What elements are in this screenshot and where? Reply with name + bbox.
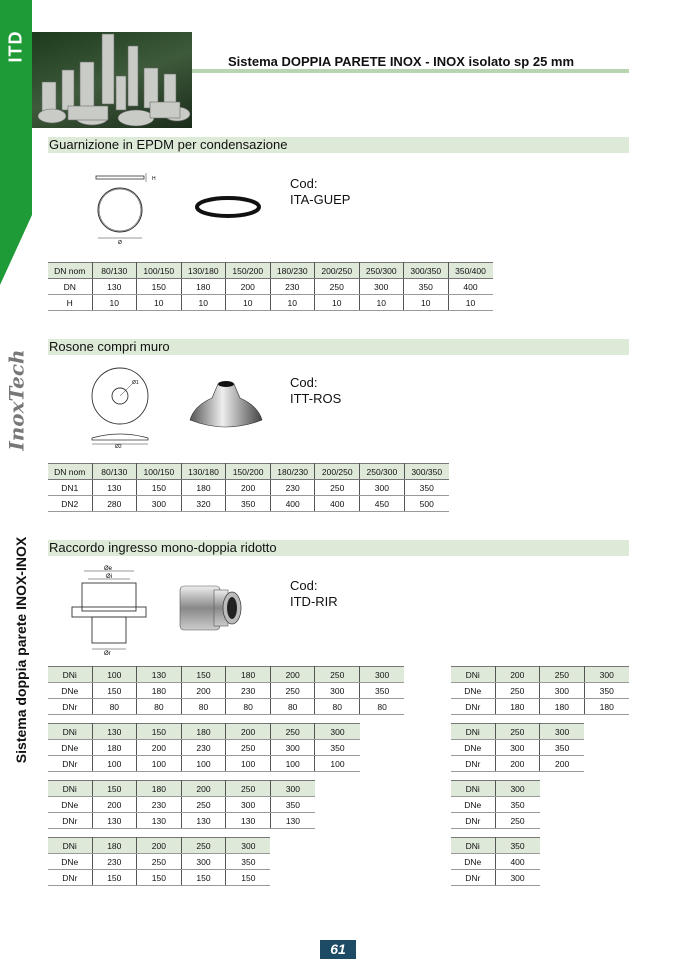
- header-title: Sistema DOPPIA PARETE INOX - INOX isolato sp 25 mm: [228, 54, 575, 69]
- guep-table: [48, 262, 493, 311]
- table-cell: 200/250: [315, 263, 360, 279]
- table-cell: 450: [360, 496, 405, 512]
- page-number: 61: [320, 940, 356, 959]
- table-cell: 230: [181, 740, 226, 756]
- raccordo-photo: [176, 580, 246, 636]
- ros-table: [48, 463, 449, 512]
- table-cell: 10: [92, 295, 137, 311]
- dim-2-label: Ø2: [115, 444, 122, 450]
- table-cell: 10: [270, 295, 315, 311]
- table-cell: 130: [270, 813, 315, 829]
- table-cell: DNe: [451, 683, 495, 699]
- table-cell: 320: [181, 496, 226, 512]
- table-cell: 180: [137, 781, 182, 797]
- table-cell: 250: [226, 781, 271, 797]
- table-row: [48, 740, 360, 756]
- table-row: [451, 724, 584, 740]
- table-cell: 350: [495, 797, 540, 813]
- table-cell: 10: [448, 295, 493, 311]
- table-row: [451, 756, 584, 772]
- table-cell: 10: [137, 295, 182, 311]
- table-cell: 180: [540, 699, 585, 715]
- table-cell: DNi: [451, 838, 495, 854]
- table-cell: 400: [270, 496, 315, 512]
- table-row: [48, 683, 404, 699]
- table-cell: 350: [226, 854, 271, 870]
- rir-table-3: [48, 780, 315, 829]
- table-row: [48, 724, 360, 740]
- table-cell: 10: [359, 295, 404, 311]
- table-cell: DNr: [451, 699, 495, 715]
- table-cell: 150: [137, 724, 182, 740]
- table-cell: 180: [181, 279, 226, 295]
- table-cell: 200: [137, 740, 182, 756]
- rir-table-4: [48, 837, 270, 886]
- table-row: [48, 496, 449, 512]
- table-cell: 200: [226, 480, 271, 496]
- table-cell: 100: [270, 756, 315, 772]
- table-cell: DNr: [48, 813, 92, 829]
- table-cell: DNe: [451, 797, 495, 813]
- table-cell: 230: [92, 854, 137, 870]
- table-cell: DNe: [48, 740, 92, 756]
- table-cell: DN2: [48, 496, 92, 512]
- table-cell: 250: [181, 838, 226, 854]
- table-cell: 200: [495, 756, 540, 772]
- table-cell: 200: [137, 838, 182, 854]
- table-cell: 300: [360, 480, 405, 496]
- table-cell: 300: [495, 740, 540, 756]
- table-cell: DNe: [48, 797, 92, 813]
- table-cell: 350/400: [448, 263, 493, 279]
- gasket-drawing: [88, 168, 168, 246]
- table-cell: DNi: [48, 667, 92, 683]
- table-cell: 350: [360, 683, 405, 699]
- table-row: [48, 464, 449, 480]
- table-cell: 300: [315, 724, 360, 740]
- table-cell: 250: [226, 740, 271, 756]
- table-cell: 300: [540, 724, 585, 740]
- dim-i-label: Øi: [106, 574, 112, 580]
- table-cell: 350: [270, 797, 315, 813]
- table-cell: 300: [495, 870, 540, 886]
- table-row: [48, 870, 270, 886]
- table-row: [451, 781, 540, 797]
- table-cell: 100/150: [137, 263, 182, 279]
- rir-table-6: [451, 723, 584, 772]
- table-cell: 300: [181, 854, 226, 870]
- table-cell: 230: [137, 797, 182, 813]
- code-block-ros: Cod: ITT-ROS: [290, 375, 342, 406]
- table-cell: DNe: [48, 683, 92, 699]
- table-cell: 150: [92, 870, 137, 886]
- table-cell: 80: [360, 699, 405, 715]
- table-cell: 180: [181, 480, 226, 496]
- table-cell: 130/180: [181, 263, 226, 279]
- table-row: [451, 854, 540, 870]
- table-cell: 250: [495, 724, 540, 740]
- code-block-guep: Cod: ITA-GUEP: [290, 176, 351, 207]
- table-row: [48, 781, 315, 797]
- table-cell: 150: [137, 870, 182, 886]
- table-row: [451, 683, 629, 699]
- raccordo-drawing: [64, 565, 154, 657]
- section-title-rosone: Rosone compri muro: [48, 339, 629, 355]
- table-row: [451, 838, 540, 854]
- table-cell: 180: [137, 683, 182, 699]
- table-cell: 200: [181, 781, 226, 797]
- table-cell: 150: [181, 667, 226, 683]
- table-cell: 200: [226, 279, 271, 295]
- table-cell: 180: [92, 838, 137, 854]
- table-cell: DNe: [451, 740, 495, 756]
- table-cell: 180: [226, 667, 271, 683]
- table-cell: 230: [270, 480, 315, 496]
- table-cell: 100: [137, 756, 182, 772]
- table-cell: 250: [495, 683, 540, 699]
- table-cell: 180: [92, 740, 137, 756]
- dim-e-label: Øe: [104, 566, 113, 572]
- table-cell: 350: [315, 740, 360, 756]
- rir-table-1: [48, 666, 404, 715]
- table-cell: 300: [137, 496, 182, 512]
- table-row: [451, 870, 540, 886]
- table-cell: 250/300: [360, 464, 405, 480]
- table-cell: 300: [315, 683, 360, 699]
- table-cell: 200: [495, 667, 540, 683]
- table-cell: 400: [495, 854, 540, 870]
- dim-diam-label: Ø: [118, 240, 122, 246]
- table-cell: 80: [270, 699, 315, 715]
- table-row: [48, 699, 404, 715]
- rir-table-5: [451, 666, 629, 715]
- inoxtech-logo: InoxTech: [5, 349, 30, 451]
- table-cell: 250: [540, 667, 585, 683]
- table-cell: DN1: [48, 480, 92, 496]
- table-cell: 100: [315, 756, 360, 772]
- table-cell: 200: [181, 683, 226, 699]
- table-cell: 250: [495, 813, 540, 829]
- table-cell: 300: [360, 667, 405, 683]
- table-cell: 10: [404, 295, 449, 311]
- table-row: [451, 699, 629, 715]
- table-cell: 150: [137, 279, 182, 295]
- table-cell: 300: [270, 740, 315, 756]
- product-code: ITT-ROS: [290, 391, 342, 406]
- table-cell: 400: [315, 496, 360, 512]
- table-cell: H: [48, 295, 92, 311]
- table-cell: DNi: [451, 724, 495, 740]
- table-cell: 150/200: [226, 464, 271, 480]
- table-cell: 130/180: [181, 464, 226, 480]
- table-cell: DNr: [451, 813, 495, 829]
- rir-table-7: [451, 780, 540, 829]
- table-cell: DNr: [451, 756, 495, 772]
- table-row: [48, 813, 315, 829]
- table-row: [451, 667, 629, 683]
- table-cell: 300: [584, 667, 629, 683]
- table-cell: 300: [359, 279, 404, 295]
- table-row: [48, 797, 315, 813]
- table-cell: 10: [181, 295, 226, 311]
- table-cell: 150: [92, 683, 137, 699]
- table-cell: 80: [226, 699, 271, 715]
- table-cell: 100: [92, 667, 137, 683]
- table-cell: 80/130: [92, 464, 137, 480]
- table-cell: DNi: [48, 724, 92, 740]
- table-cell: 180: [584, 699, 629, 715]
- table-cell: DNr: [48, 756, 92, 772]
- table-cell: 130: [181, 813, 226, 829]
- table-row: [451, 813, 540, 829]
- table-cell: 350: [540, 740, 585, 756]
- table-cell: 150: [181, 870, 226, 886]
- table-cell: 150: [137, 480, 182, 496]
- table-cell: 80: [315, 699, 360, 715]
- rir-table-8: [451, 837, 540, 886]
- side-title: Sistema doppia parete INOX-INOX: [13, 536, 30, 764]
- table-cell: 230: [226, 683, 271, 699]
- table-cell: DNi: [48, 838, 92, 854]
- table-cell: 180: [495, 699, 540, 715]
- table-cell: 80: [92, 699, 137, 715]
- table-cell: DNi: [451, 781, 495, 797]
- table-cell: DNe: [48, 854, 92, 870]
- table-cell: 300/350: [404, 263, 449, 279]
- table-cell: DNi: [48, 781, 92, 797]
- table-cell: 80/130: [92, 263, 137, 279]
- table-cell: 200/250: [315, 464, 360, 480]
- table-cell: 250: [181, 797, 226, 813]
- product-code: ITD-RIR: [290, 594, 338, 609]
- table-cell: DNi: [451, 667, 495, 683]
- table-row: [48, 295, 493, 311]
- table-cell: 230: [270, 279, 315, 295]
- table-cell: 300: [226, 797, 271, 813]
- table-cell: DNe: [451, 854, 495, 870]
- table-cell: 250: [315, 279, 360, 295]
- header-photo: [32, 32, 192, 128]
- section-title-raccordo: Raccordo ingresso mono-doppia ridotto: [48, 540, 629, 556]
- table-cell: 200: [226, 724, 271, 740]
- table-cell: 130: [137, 667, 182, 683]
- table-cell: 350: [404, 279, 449, 295]
- table-cell: 180/230: [270, 263, 315, 279]
- table-cell: 10: [315, 295, 360, 311]
- table-cell: DN: [48, 279, 92, 295]
- table-row: [48, 667, 404, 683]
- table-cell: 250/300: [359, 263, 404, 279]
- table-row: [451, 797, 540, 813]
- table-cell: DN nom: [48, 464, 92, 480]
- table-row: [48, 756, 360, 772]
- table-cell: 250: [270, 683, 315, 699]
- dim-1-label: Ø1: [132, 380, 139, 386]
- table-cell: 250: [315, 480, 360, 496]
- table-row: [48, 480, 449, 496]
- header-underline: [192, 69, 629, 73]
- table-cell: DNr: [451, 870, 495, 886]
- dim-h-label: H: [152, 176, 156, 182]
- brand-tab: [0, 22, 32, 70]
- table-cell: 250: [137, 854, 182, 870]
- table-cell: 180/230: [270, 464, 315, 480]
- table-row: [451, 740, 584, 756]
- table-cell: 250: [315, 667, 360, 683]
- table-cell: DN nom: [48, 263, 92, 279]
- table-cell: 130: [92, 724, 137, 740]
- table-cell: 10: [226, 295, 271, 311]
- brand-tab-text: ITD: [5, 30, 26, 62]
- table-cell: DNr: [48, 870, 92, 886]
- code-block-rir: Cod: ITD-RIR: [290, 578, 338, 609]
- table-cell: 130: [92, 279, 137, 295]
- table-cell: 80: [137, 699, 182, 715]
- table-cell: 130: [92, 480, 137, 496]
- rosone-photo: [188, 368, 264, 434]
- table-cell: 250: [270, 724, 315, 740]
- table-cell: 100/150: [137, 464, 182, 480]
- table-cell: 500: [404, 496, 449, 512]
- table-cell: 400: [448, 279, 493, 295]
- table-cell: 200: [540, 756, 585, 772]
- table-cell: 150/200: [226, 263, 271, 279]
- rosone-drawing: [88, 366, 168, 450]
- table-cell: 130: [92, 813, 137, 829]
- table-cell: 150: [92, 781, 137, 797]
- dim-r-label: Ør: [104, 651, 111, 657]
- table-cell: 100: [92, 756, 137, 772]
- table-cell: 200: [92, 797, 137, 813]
- table-cell: 150: [226, 870, 271, 886]
- table-cell: DNr: [48, 699, 92, 715]
- table-cell: 280: [92, 496, 137, 512]
- table-cell: 100: [226, 756, 271, 772]
- table-cell: 300: [495, 781, 540, 797]
- table-cell: 300: [540, 683, 585, 699]
- table-row: [48, 838, 270, 854]
- gasket-photo: [192, 192, 264, 222]
- table-row: [48, 263, 493, 279]
- table-cell: 100: [181, 756, 226, 772]
- product-code: ITA-GUEP: [290, 192, 351, 207]
- table-cell: 350: [404, 480, 449, 496]
- table-cell: 300: [226, 838, 271, 854]
- table-cell: 350: [495, 838, 540, 854]
- table-cell: 200: [270, 667, 315, 683]
- rir-table-2: [48, 723, 360, 772]
- table-row: [48, 279, 493, 295]
- section-title-guarnizione: Guarnizione in EPDM per condensazione: [48, 137, 629, 153]
- table-cell: 130: [226, 813, 271, 829]
- table-cell: 80: [181, 699, 226, 715]
- table-cell: 300: [270, 781, 315, 797]
- table-row: [48, 854, 270, 870]
- table-cell: 180: [181, 724, 226, 740]
- table-cell: 350: [226, 496, 271, 512]
- table-cell: 300/350: [404, 464, 449, 480]
- table-cell: 130: [137, 813, 182, 829]
- table-cell: 350: [584, 683, 629, 699]
